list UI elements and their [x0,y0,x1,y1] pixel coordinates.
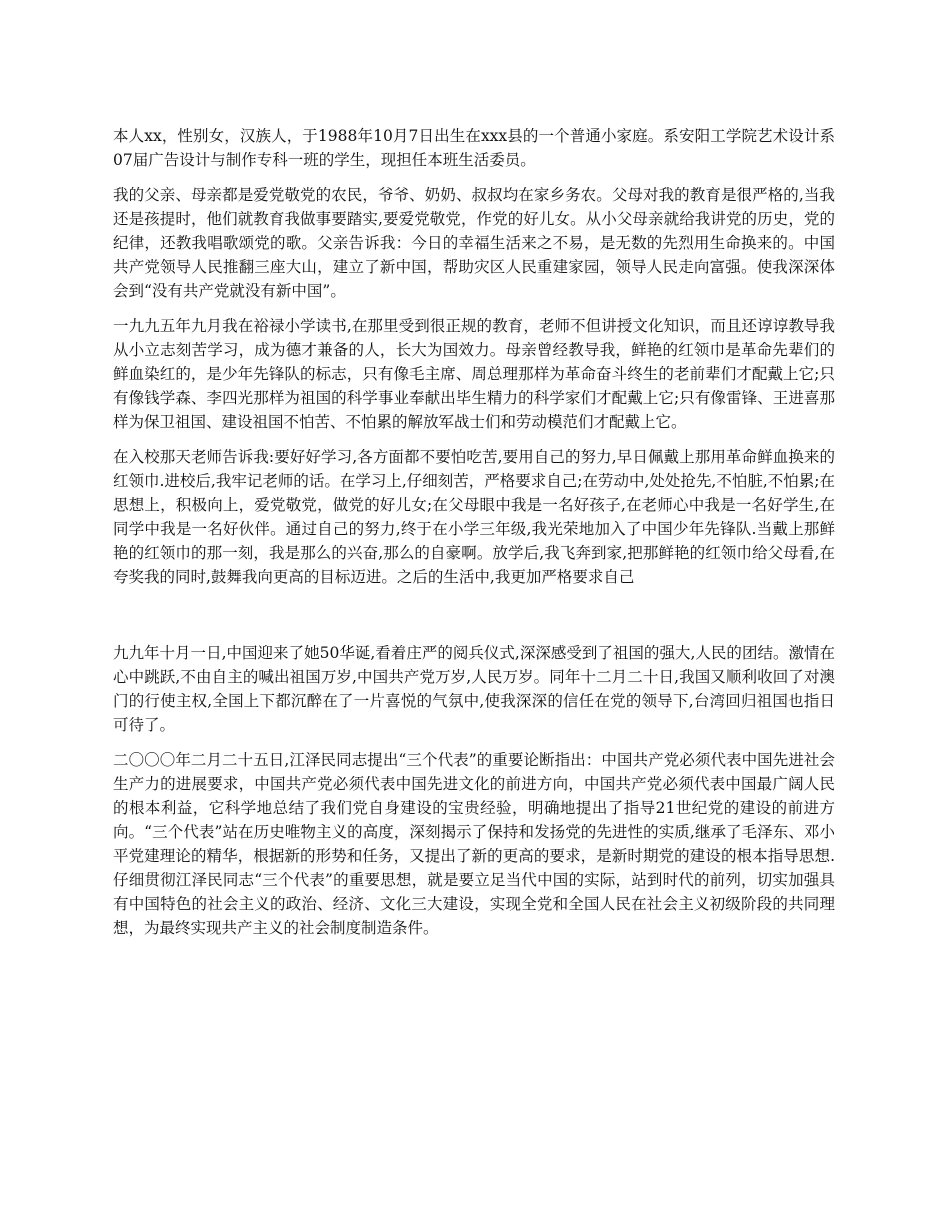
paragraph-young-pioneers: 在入校那天老师告诉我:要好好学习,各方面都不要怕吃苦,要用自己的努力,早日佩戴上那用革命鲜血换来的红领巾.进校后,我牢记老师的话。在学习上,仔细刻苦，严格要求自己;在劳动中,处处抢先,不怕脏,不怕累;在思想上，积极向上，爱党敬党，做党的好儿女;在父母眼中我是一名好孩子,在老师心中我是一名好学生,在同学中我是一名好伙伴。通过自己的努力,终于在小学三年级,我光荣地加入了中国少年先锋队.当戴上那鲜艳的红领巾的那一刻，我是那么的兴奋,那么的自豪啊。放学后,我飞奔到家,把那鲜艳的红领巾给父母看,在夸奖我的同时,鼓舞我向更高的目标迈进。之后的生活中,我更加严格要求自己 [113,448,836,586]
paragraph-personal-info: 本人xx，性别女，汉族人，于1988年10月7日出生在xxx县的一个普通小家庭。系安阳工学院艺术设计系07届广告设计与制作专科一班的学生，现担任本班生活委员。 [113,127,835,169]
paragraph-primary-school: 一九九五年九月我在裕禄小学读书,在那里受到很正规的教育，老师不但讲授文化知识，而且还谆谆教导我从小立志刻苦学习，成为德才兼备的人，长大为国效力。母亲曾经教导我，鲜艳的红领巾是革命先辈们的鲜血染红的，是少年先锋队的标志，只有像毛主席、周总理那样为革命奋斗终生的老前辈们才配戴上它;只有像钱学森、李四光那样为祖国的科学事业奉献出毕生精力的科学家们才配戴上它;只有像雷锋、王进喜那样为保卫祖国、建设祖国不怕苦、不怕累的解放军战士们和劳动模范们才配戴上它。 [113,317,835,431]
document-body [113,124,835,951]
paragraph-three-represents: 二〇〇〇年二月二十五日,江泽民同志提出“三个代表”的重要论断指出：中国共产党必须代表中国先进社会生产力的进展要求，中国共产党必须代表中国先进文化的前进方向，中国共产党必须代表中国最广阔人民的根本利益，它科学地总结了我们党自身建设的宝贵经验，明确地提出了指导21世纪党的建设的前进方向。“三个代表”站在历史唯物主义的高度，深刻揭示了保持和发扬党的先进性的实质,继承了毛泽东、邓小平党建理论的精华，根据新的形势和任务，又提出了新的更高的要求，是新时期党的建设的根本指导思想.仔细贯彻江泽民同志“三个代表”的重要思想，就是要立足当代中国的实际，站到时代的前列，切实加强具有中国特色的社会主义的政治、经济、文化三大建设，实现全党和全国人民在社会主义初级阶段的共同理想，为最终实现共产主义的社会制度制造条件。 [113,751,835,937]
paragraph-family: 我的父亲、母亲都是爱党敬党的农民，爷爷、奶奶、叔叔均在家乡务农。父母对我的教育是很严格的,当我还是孩提时，他们就教育我做事要踏实,要爱党敬党，作党的好儿女。从小父母亲就给我讲党的历史，党的纪律，还教我唱歌颂党的歌。父亲告诉我：今日的幸福生活来之不易，是无数的先烈用生命换来的。中国共产党领导人民推翻三座大山，建立了新中国，帮助灾区人民重建家园，领导人民走向富强。使我深深体会到“没有共产党就没有新中国”。 [113,186,835,300]
paragraph-national-day: 九九年十月一日,中国迎来了她50华诞,看着庄严的阅兵仪式,深深感受到了祖国的强大,人民的团结。激情在心中跳跃,不由自主的喊出祖国万岁,中国共产党万岁,人民万岁。同年十二月二十日,我国又顺利收回了对澳门的行使主权,全国上下都沉醉在了一片喜悦的气氛中,使我深深的信任在党的领导下,台湾回归祖国也指日可待了。 [113,644,835,734]
section-gap [113,600,835,641]
